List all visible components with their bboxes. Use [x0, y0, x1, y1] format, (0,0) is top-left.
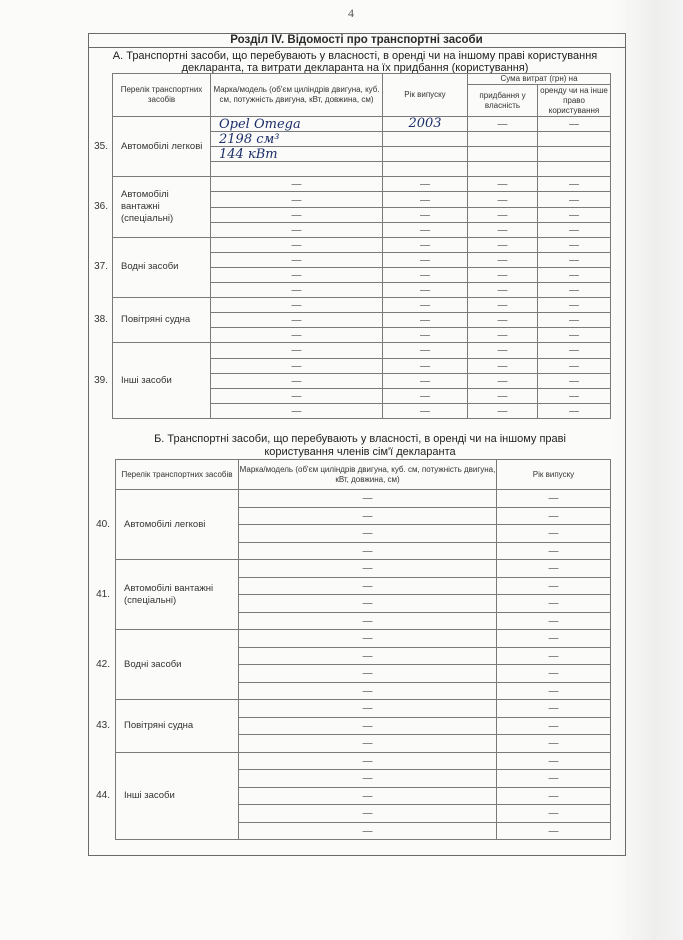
model-cell[interactable]: — [239, 490, 497, 508]
year-cell[interactable]: — [497, 700, 611, 718]
year-cell[interactable]: — [497, 542, 611, 560]
header-year: Рік випуску [497, 460, 611, 490]
year-cell[interactable]: — [383, 388, 468, 403]
purchase-cost-cell[interactable]: — [468, 403, 538, 418]
year-cell[interactable] [383, 147, 468, 162]
model-cell[interactable]: — [239, 822, 497, 840]
vehicle-category: Автомобілі легкові [116, 490, 239, 560]
table-row [113, 117, 611, 132]
year-cell[interactable]: — [383, 222, 468, 237]
purchase-cost-cell[interactable]: — [468, 298, 538, 313]
purchase-cost-cell[interactable]: — [468, 192, 538, 207]
header-expenses: Сума витрат (грн) на [468, 74, 611, 85]
year-cell[interactable]: — [497, 507, 611, 525]
part-a-subtitle-2: декларанта, та витрати декларанта на їх придбання (користування) [181, 62, 529, 74]
purchase-cost-cell[interactable]: — [468, 388, 538, 403]
year-cell[interactable]: — [383, 192, 468, 207]
year-cell[interactable]: — [497, 752, 611, 770]
rent-cost-cell[interactable]: — [538, 252, 611, 267]
model-cell[interactable]: — [211, 313, 383, 328]
header-model: Марка/модель (об'єм циліндрів двигуна, куб. см, потужність двигуна, кВт, довжина, см) [239, 460, 497, 490]
table-row [116, 700, 611, 718]
year-cell[interactable]: — [497, 717, 611, 735]
table-row [113, 177, 611, 192]
rent-cost-cell[interactable]: — [538, 388, 611, 403]
year-cell[interactable]: — [497, 735, 611, 753]
part-b-subtitle-2: користування членів сім'ї декларанта [264, 446, 456, 458]
model-cell[interactable]: — [211, 252, 383, 267]
year-cell[interactable]: — [497, 560, 611, 578]
vehicles-table-a [112, 73, 611, 419]
model-cell[interactable]: — [211, 358, 383, 373]
header-model: Марка/модель (об'єм циліндрів двигуна, куб. см, потужність двигуна, кВт, довжина, см) [211, 74, 383, 117]
year-cell[interactable]: — [497, 665, 611, 683]
row-number: 44. [96, 789, 110, 801]
header-rent: оренду чи на інше право користування [538, 85, 611, 117]
purchase-cost-cell[interactable]: — [468, 222, 538, 237]
year-cell[interactable]: — [383, 328, 468, 343]
model-cell[interactable]: — [239, 507, 497, 525]
table-row [113, 298, 611, 313]
vehicle-category: Повітряні судна [116, 700, 239, 753]
year-cell[interactable]: — [497, 525, 611, 543]
model-cell[interactable]: — [239, 595, 497, 613]
vehicle-category: Водні засоби [116, 630, 239, 700]
table-row [113, 237, 611, 252]
year-cell[interactable]: — [383, 177, 468, 192]
table-row [116, 490, 611, 508]
model-cell[interactable]: — [239, 752, 497, 770]
model-cell[interactable]: — [211, 328, 383, 343]
model-cell[interactable]: — [239, 805, 497, 823]
rent-cost-cell[interactable] [538, 147, 611, 162]
header-list: Перелік транспортних засобів [116, 460, 239, 490]
vehicle-category: Інші засоби [113, 343, 211, 418]
row-number: 43. [96, 719, 110, 731]
purchase-cost-cell[interactable] [468, 147, 538, 162]
rent-cost-cell[interactable]: — [538, 373, 611, 388]
year-cell[interactable]: — [497, 577, 611, 595]
year-cell[interactable]: — [497, 682, 611, 700]
table-row [116, 752, 611, 770]
model-cell[interactable]: — [239, 770, 497, 788]
rent-cost-cell[interactable]: — [538, 328, 611, 343]
vehicle-category: Інші засоби [116, 752, 239, 840]
model-cell[interactable]: Opel Omega [211, 117, 383, 132]
purchase-cost-cell[interactable]: — [468, 207, 538, 222]
year-cell[interactable]: — [383, 283, 468, 298]
year-cell[interactable]: — [497, 822, 611, 840]
part-a-subtitle-1: А. Транспортні засоби, що перебувають у власності, в оренді чи на іншому праві користування [112, 50, 598, 62]
year-cell[interactable]: — [383, 237, 468, 252]
rent-cost-cell[interactable]: — [538, 267, 611, 282]
year-cell[interactable]: — [383, 358, 468, 373]
year-cell[interactable]: — [497, 630, 611, 648]
row-number: 36. [94, 201, 108, 213]
year-cell[interactable]: — [497, 787, 611, 805]
model-cell[interactable]: — [239, 682, 497, 700]
table-row [113, 343, 611, 358]
purchase-cost-cell[interactable]: — [468, 373, 538, 388]
header-purchase: придбання у власність [468, 85, 538, 117]
rent-cost-cell[interactable]: — [538, 222, 611, 237]
model-cell[interactable]: — [211, 177, 383, 192]
year-cell[interactable]: — [383, 343, 468, 358]
header-list: Перелік транспортних засобів [113, 74, 211, 117]
purchase-cost-cell[interactable]: — [468, 177, 538, 192]
year-cell[interactable]: — [383, 252, 468, 267]
model-cell[interactable]: — [239, 630, 497, 648]
model-cell[interactable]: — [211, 388, 383, 403]
purchase-cost-cell[interactable]: — [468, 252, 538, 267]
purchase-cost-cell[interactable]: — [468, 283, 538, 298]
model-cell[interactable]: — [211, 298, 383, 313]
model-cell[interactable]: — [239, 787, 497, 805]
model-cell[interactable]: — [239, 577, 497, 595]
year-cell[interactable]: — [497, 612, 611, 630]
model-cell[interactable]: 2198 см³ [211, 132, 383, 147]
model-cell[interactable]: — [239, 665, 497, 683]
model-cell[interactable]: — [239, 717, 497, 735]
row-number: 39. [94, 374, 108, 386]
vehicle-category: Автомобілі вантажні (спеціальні) [113, 177, 211, 237]
purchase-cost-cell[interactable]: — [468, 117, 538, 132]
model-cell[interactable] [211, 162, 383, 177]
page-number: 4 [348, 6, 354, 20]
rent-cost-cell[interactable] [538, 162, 611, 177]
vehicle-category: Водні засоби [113, 237, 211, 297]
rent-cost-cell[interactable]: — [538, 403, 611, 418]
table-row [116, 560, 611, 578]
model-cell[interactable]: — [211, 222, 383, 237]
rent-cost-cell[interactable]: — [538, 207, 611, 222]
year-cell[interactable] [383, 162, 468, 177]
rent-cost-cell[interactable]: — [538, 298, 611, 313]
rent-cost-cell[interactable] [538, 132, 611, 147]
year-cell[interactable]: — [383, 267, 468, 282]
vehicle-category: Повітряні судна [113, 298, 211, 343]
purchase-cost-cell[interactable]: — [468, 328, 538, 343]
year-cell[interactable]: 2003 [383, 117, 468, 132]
model-cell[interactable]: — [211, 373, 383, 388]
year-cell[interactable]: — [383, 373, 468, 388]
model-cell[interactable]: — [239, 700, 497, 718]
row-number: 35. [94, 140, 108, 152]
model-cell[interactable]: 144 кВт [211, 147, 383, 162]
rent-cost-cell[interactable]: — [538, 343, 611, 358]
year-cell[interactable]: — [497, 490, 611, 508]
vehicles-table-b [115, 459, 611, 840]
model-cell[interactable]: — [239, 525, 497, 543]
year-cell[interactable]: — [497, 647, 611, 665]
model-cell[interactable]: — [211, 207, 383, 222]
model-cell[interactable]: — [211, 343, 383, 358]
year-cell[interactable]: — [383, 403, 468, 418]
table-row [116, 630, 611, 648]
year-cell[interactable]: — [383, 298, 468, 313]
purchase-cost-cell[interactable]: — [468, 343, 538, 358]
year-cell[interactable]: — [383, 313, 468, 328]
rent-cost-cell[interactable]: — [538, 313, 611, 328]
model-cell[interactable]: — [211, 403, 383, 418]
vehicle-category: Автомобілі легкові [113, 117, 211, 177]
section-title: Розділ IV. Відомості про транспортні засоби [88, 33, 625, 48]
purchase-cost-cell[interactable] [468, 162, 538, 177]
row-number: 41. [96, 588, 110, 600]
year-cell[interactable]: — [497, 770, 611, 788]
rent-cost-cell[interactable]: — [538, 177, 611, 192]
header-year: Рік випуску [383, 74, 468, 117]
purchase-cost-cell[interactable] [468, 132, 538, 147]
year-cell[interactable]: — [383, 207, 468, 222]
rent-cost-cell[interactable]: — [538, 283, 611, 298]
model-cell[interactable]: — [239, 647, 497, 665]
model-cell[interactable]: — [239, 612, 497, 630]
rent-cost-cell[interactable]: — [538, 117, 611, 132]
purchase-cost-cell[interactable]: — [468, 313, 538, 328]
model-cell[interactable]: — [239, 735, 497, 753]
model-cell[interactable]: — [211, 267, 383, 282]
model-cell[interactable]: — [239, 560, 497, 578]
row-number: 38. [94, 314, 108, 326]
row-number: 40. [96, 518, 110, 530]
purchase-cost-cell[interactable]: — [468, 267, 538, 282]
purchase-cost-cell[interactable]: — [468, 358, 538, 373]
year-cell[interactable]: — [497, 805, 611, 823]
model-cell[interactable]: — [239, 542, 497, 560]
rent-cost-cell[interactable]: — [538, 192, 611, 207]
year-cell[interactable]: — [497, 595, 611, 613]
row-number: 42. [96, 658, 110, 670]
row-number: 37. [94, 261, 108, 273]
vehicle-category: Автомобілі вантажні (спеціальні) [116, 560, 239, 630]
rent-cost-cell[interactable]: — [538, 358, 611, 373]
model-cell[interactable]: — [211, 283, 383, 298]
model-cell[interactable]: — [211, 237, 383, 252]
purchase-cost-cell[interactable]: — [468, 237, 538, 252]
model-cell[interactable]: — [211, 192, 383, 207]
part-b-subtitle-1: Б. Транспортні засоби, що перебувають у власності, в оренді чи на іншому праві [154, 433, 566, 445]
rent-cost-cell[interactable]: — [538, 237, 611, 252]
year-cell[interactable] [383, 132, 468, 147]
